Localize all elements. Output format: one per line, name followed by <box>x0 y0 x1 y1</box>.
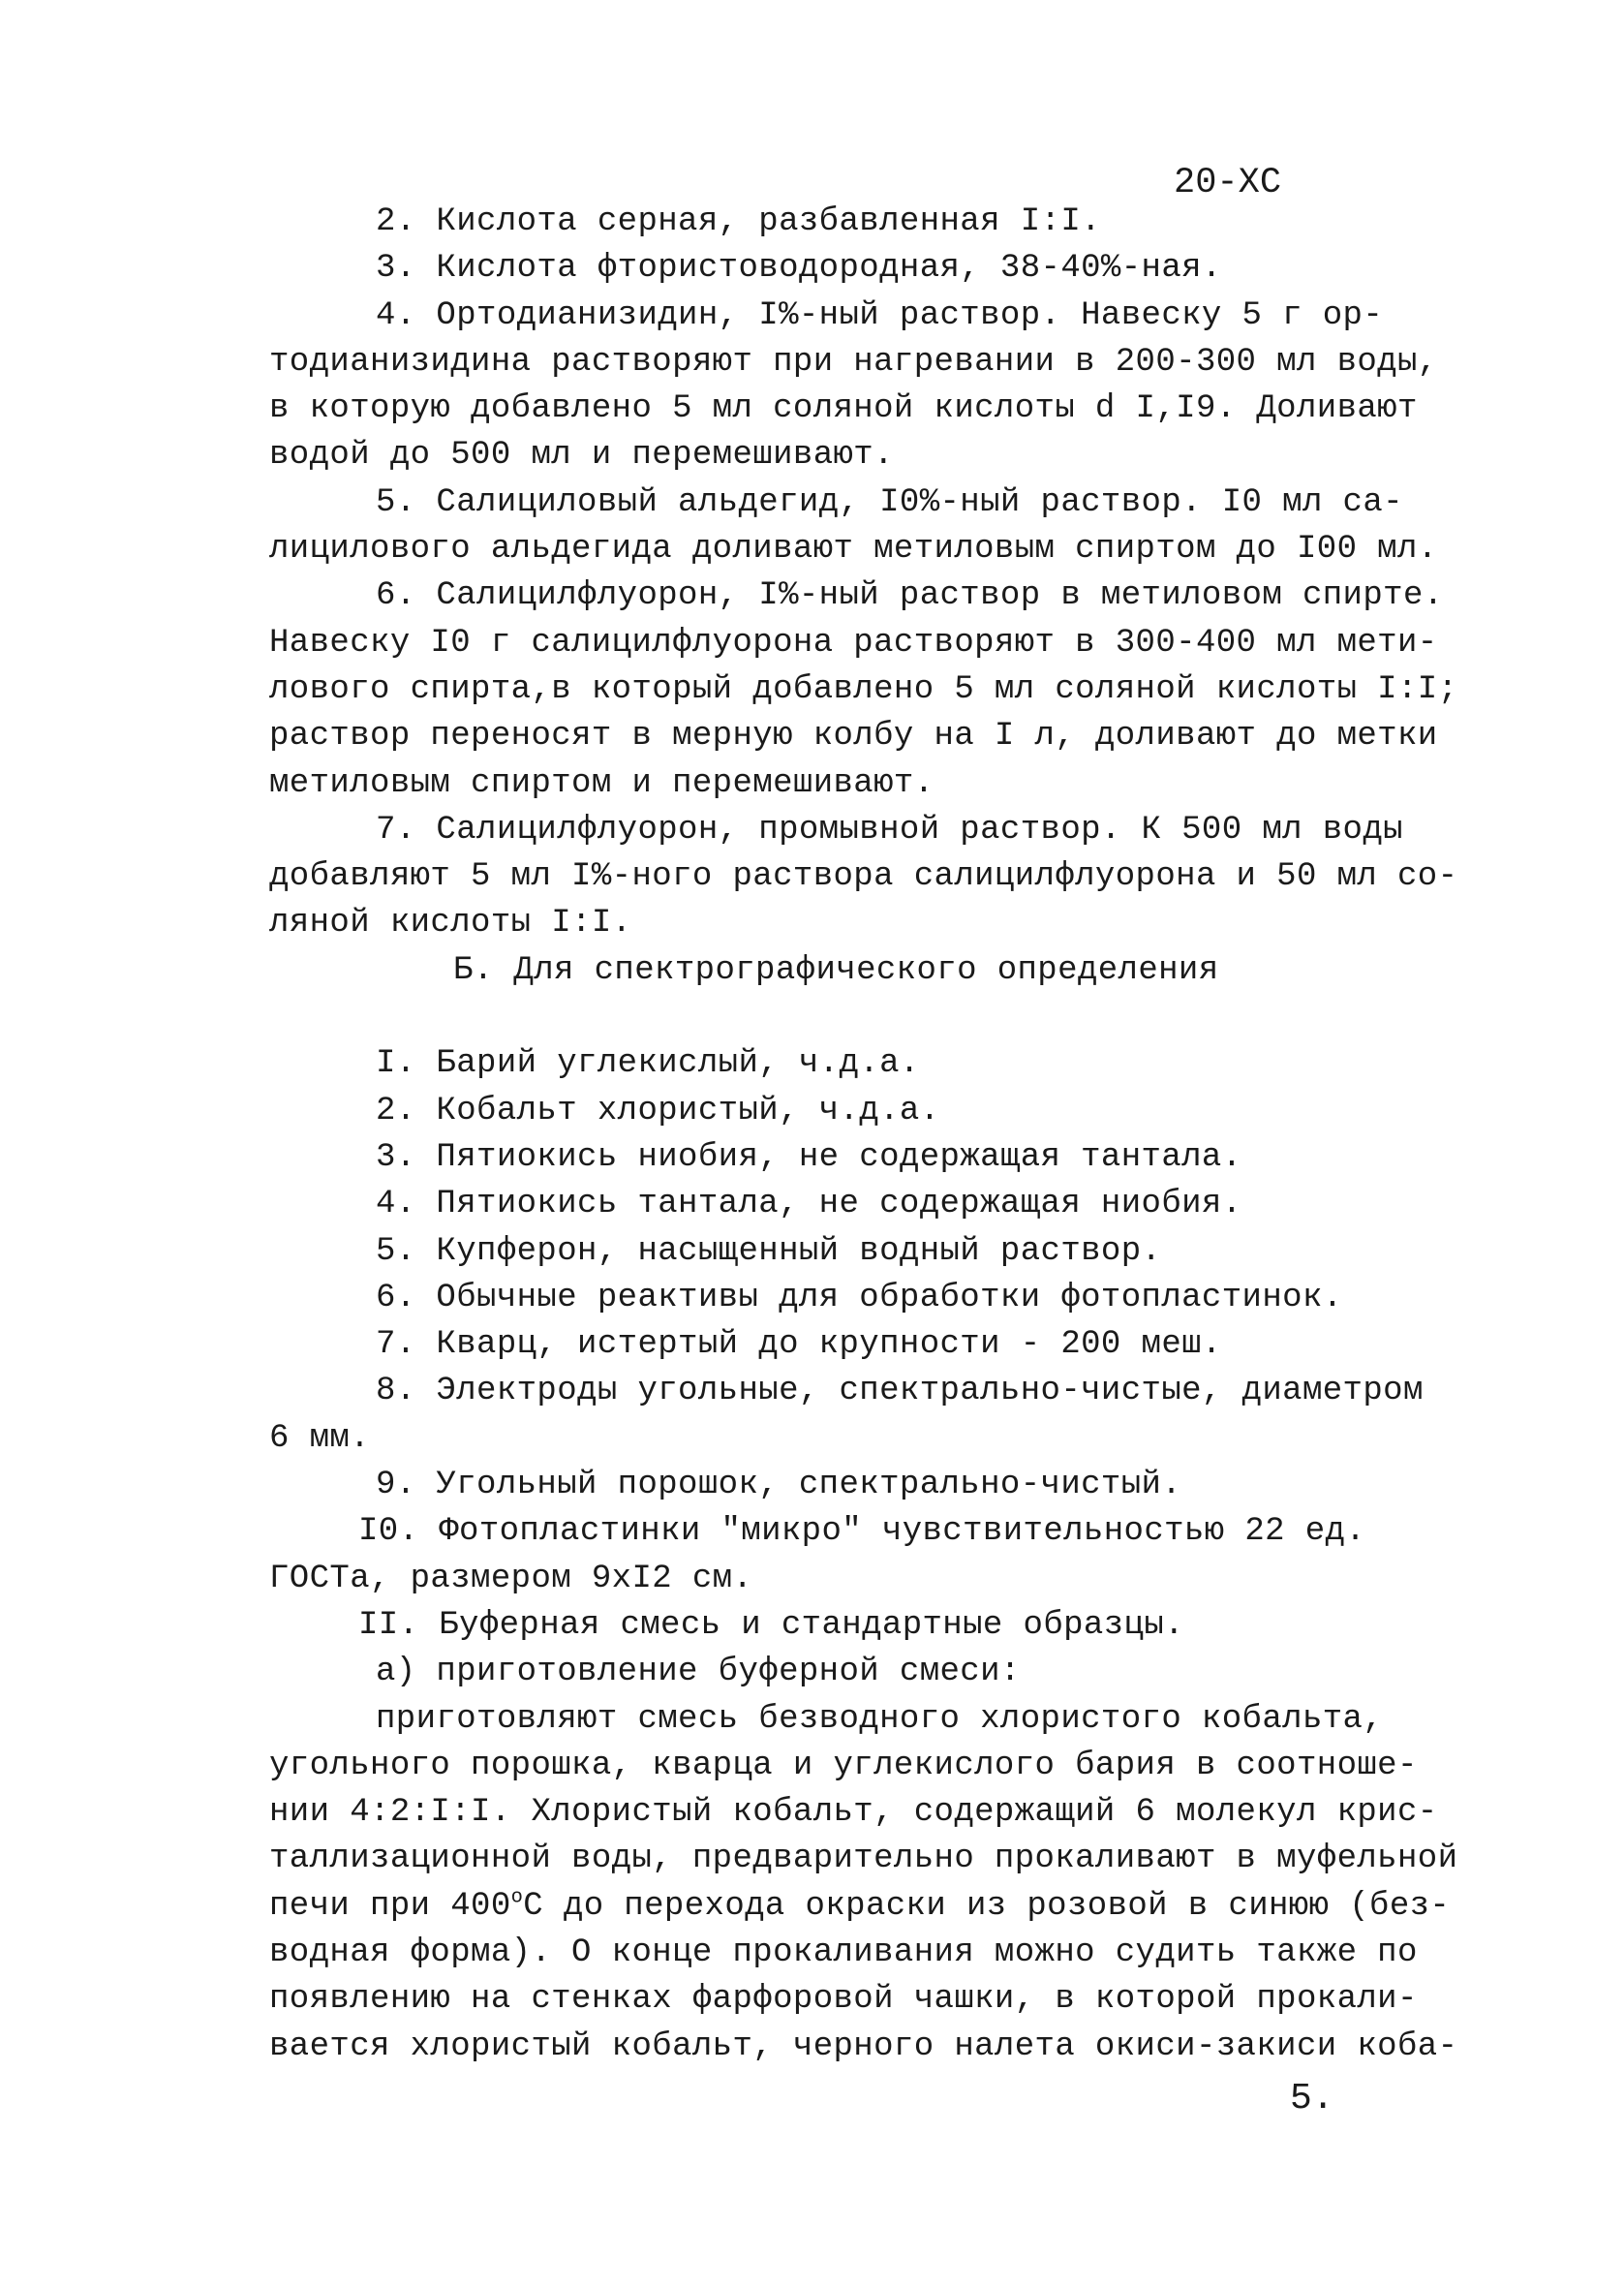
text-line: ГОСТа, размером 9хI2 см. <box>269 1560 753 1597</box>
document-body <box>269 199 1458 2070</box>
list-item: 4. Пятиокись тантала, не содержащая ниобия. <box>376 1186 1242 1223</box>
text-line: 6 мм. <box>269 1419 371 1457</box>
text-line: приготовляют смесь безводного хлористого кобальта, <box>376 1700 1384 1738</box>
text-line: 2. Кислота серная, разбавленная I:I. <box>376 203 1101 240</box>
text-line: лового спирта,в который добавлено 5 мл соляной кислоты I:I; <box>269 670 1458 708</box>
document-code: 20-ХС <box>1174 163 1282 203</box>
text-line: 3. Кислота фтористоводородная, 38-40%-ная. <box>376 250 1222 288</box>
text-line: лицилового альдегида доливают метиловым спиртом до I00 мл. <box>269 531 1438 569</box>
spacer <box>269 994 1402 1040</box>
list-item: 6. Обычные реактивы для обработки фотопластинок. <box>376 1279 1343 1316</box>
list-item: II. Буферная смесь и стандартные образцы. <box>358 1606 1184 1644</box>
list-item: 8. Электроды угольные, спектрально-чистые, диаметром <box>376 1373 1424 1410</box>
text-line: 4. Ортодианизидин, I%-ный раствор. Навеску 5 г ор- <box>376 296 1384 334</box>
list-item: 9. Угольный порошок, спектрально-чистый. <box>376 1467 1182 1504</box>
text-line: появлению на стенках фарфоровой чашки, в которой прокали- <box>269 1981 1418 2019</box>
text-line: водой до 500 мл и перемешивают. <box>269 437 894 475</box>
text-line: метиловым спиртом и перемешивают. <box>269 764 935 802</box>
text-line: в которую добавлено 5 мл соляной кислоты d I,I9. Доливают <box>269 390 1418 428</box>
text-line: раствор переносят в мерную колбу на I л, доливают до метки <box>269 718 1438 756</box>
list-item: 3. Пятиокись ниобия, не содержащая тантала. <box>376 1138 1242 1176</box>
list-item: 7. Кварц, истертый до крупности - 200 меш. <box>376 1326 1222 1364</box>
text-line: нии 4:2:I:I. Хлористый кобальт, содержащий 6 молекул крис- <box>269 1794 1438 1832</box>
list-item: 2. Кобальт хлористый, ч.д.а. <box>376 1092 940 1129</box>
text-fragment: С до перехода окраски из розовой в синюю (без- <box>523 1887 1451 1925</box>
text-line: Навеску I0 г салицилфлуорона растворяют в 300-400 мл мети- <box>269 624 1438 662</box>
text-line: 7. Салицилфлуорон, промывной раствор. К 500 мл воды <box>376 811 1403 849</box>
degree-sign: о <box>510 1886 524 1909</box>
text-line: таллизационной воды, предварительно прокаливают в муфельной <box>269 1840 1458 1878</box>
sub-item: а) приготовление буферной смеси: <box>376 1654 1021 1691</box>
text-line: 5. Салициловый альдегид, I0%-ный раствор. I0 мл са- <box>376 483 1403 521</box>
text-line: тодианизидина растворяют при нагревании в 200-300 мл воды, <box>269 343 1438 381</box>
list-item: 5. Купферон, насыщенный водный раствор. <box>376 1232 1162 1270</box>
page-number: 5. <box>1290 2078 1334 2119</box>
text-fragment: печи при 400 <box>269 1887 511 1925</box>
list-item: I. Барий углекислый, ч.д.а. <box>376 1045 920 1083</box>
text-line: добавляют 5 мл I%-ного раствора салицилфлуорона и 50 мл со- <box>269 858 1458 896</box>
text-line <box>269 1883 1451 1930</box>
text-line: вается хлористый кобальт, черного налета окиси-закиси коба- <box>269 2027 1458 2065</box>
text-line: 6. Салицилфлуорон, I%-ный раствор в метиловом спирте. <box>376 577 1444 615</box>
text-line: водная форма). О конце прокаливания можно судить также по <box>269 1933 1418 1971</box>
section-heading: Б. Для спектрографического определения <box>453 951 1219 989</box>
text-line: ляной кислоты I:I. <box>269 905 632 943</box>
list-item: I0. Фотопластинки "микро" чувствительностью 22 ед. <box>358 1513 1366 1551</box>
text-line: угольного порошка, кварца и углекислого бария в соотноше- <box>269 1747 1418 1784</box>
